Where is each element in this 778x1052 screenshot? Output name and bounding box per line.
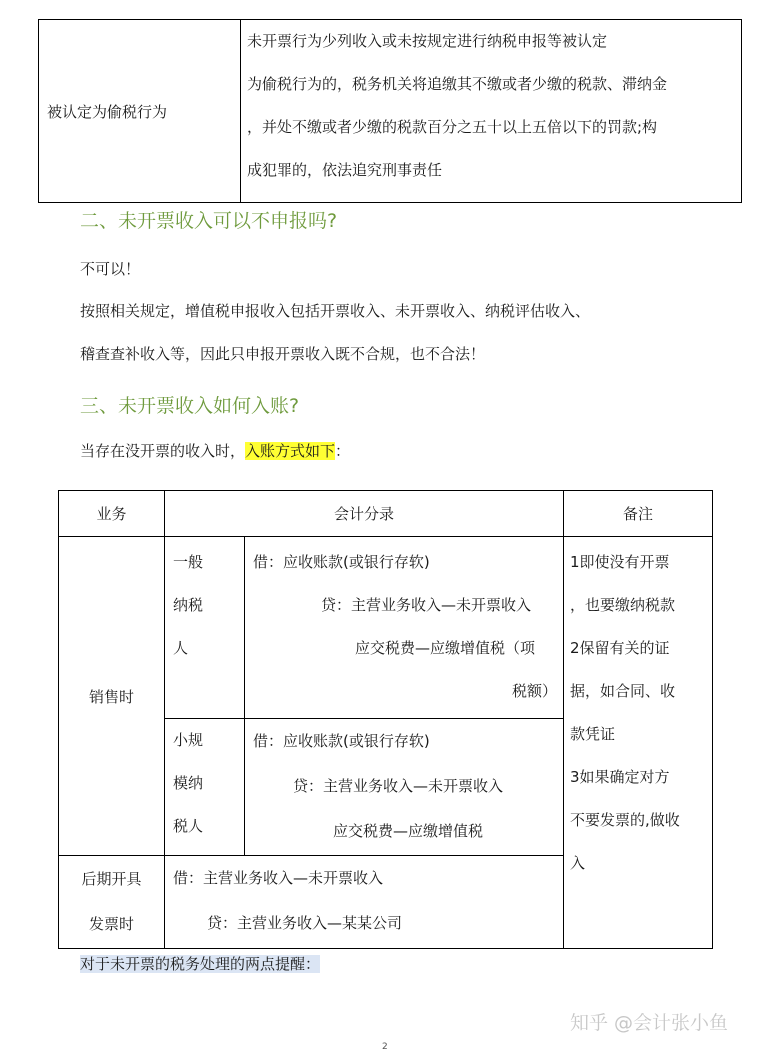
section2-answer: 不可以！ <box>80 260 141 278</box>
entry-line: 应交税费—应缴增值税（项 <box>355 639 536 657</box>
entry-line: 借：主营业务收入—未开票收入 <box>173 869 384 887</box>
entry-line: 借：应收账款(或银行存软) <box>253 732 430 750</box>
entry-line: 应交税费—应缴增值税 <box>333 822 484 840</box>
note-line: 3如果确定对方 <box>570 768 670 786</box>
note-line: ，也要缴纳税款 <box>570 596 676 614</box>
section3-heading: 三、未开票收入如何入账? <box>80 395 300 417</box>
intro-text: 当存在没开票的收入时， <box>80 442 246 460</box>
entry-line: 贷：主营业务收入—未开票收入 <box>321 596 532 614</box>
penalty-description <box>241 20 742 203</box>
entry-table <box>58 490 713 949</box>
reminder-highlight: 对于未开票的税务处理的两点提醒： <box>80 955 321 973</box>
page-number: 2 <box>382 1042 388 1052</box>
entry-line: 税额） <box>511 682 557 700</box>
entry-line: 借：应收账款(或银行存软) <box>253 553 430 571</box>
notes-cell <box>564 537 713 949</box>
header-entry: 会计分录 <box>165 491 564 537</box>
type-line: 模纳 <box>173 774 204 792</box>
reminder-text <box>80 953 320 974</box>
zhihu-watermark: 知乎 @会计张小鱼 <box>570 1012 729 1034</box>
header-business: 业务 <box>59 491 165 537</box>
penalty-table <box>38 19 742 203</box>
later-invoice-label <box>59 856 165 949</box>
entry-line: 贷：主营业务收入—未开票收入 <box>293 777 504 795</box>
section2-paragraph-1: 按照相关规定，增值税申报收入包括开票收入、未开票收入、纳税评估收入、 <box>80 302 591 320</box>
general-taxpayer-type <box>165 537 245 719</box>
small-entry <box>245 719 564 856</box>
note-line: 不要发票的,做收 <box>570 811 680 829</box>
note-line: 入 <box>570 854 586 872</box>
type-line: 人 <box>173 639 189 657</box>
small-taxpayer-type <box>165 719 245 856</box>
note-line: 款凭证 <box>570 725 616 743</box>
section2-paragraph-2: 稽查查补收入等，因此只申报开票收入既不合规，也不合法！ <box>80 345 486 363</box>
penalty-line: ，并处不缴或者少缴的税款百分之五十以上五倍以下的罚款;构 <box>247 118 658 136</box>
entry-line: 贷：主营业务收入—某某公司 <box>207 914 403 932</box>
intro-colon: ： <box>335 442 351 460</box>
penalty-line: 为偷税行为的，税务机关将追缴其不缴或者少缴的税款、滞纳金 <box>247 75 668 93</box>
type-line: 税人 <box>173 817 204 835</box>
general-entry <box>245 537 564 719</box>
type-line: 小规 <box>173 731 204 749</box>
type-line: 纳税 <box>173 596 204 614</box>
section3-intro <box>80 440 350 461</box>
penalty-label: 被认定为偷税行为 <box>39 20 241 203</box>
later-entry <box>165 856 564 949</box>
later-label-line: 后期开具 <box>81 870 142 888</box>
intro-highlight: 入账方式如下 <box>245 442 336 460</box>
section2-heading: 二、未开票收入可以不申报吗? <box>80 210 338 232</box>
penalty-line: 未开票行为少列收入或未按规定进行纳税申报等被认定 <box>247 32 608 50</box>
note-line: 1即使没有开票 <box>570 553 670 571</box>
sale-label: 销售时 <box>59 537 165 856</box>
note-line: 据，如合同、收 <box>570 682 676 700</box>
later-label-line: 发票时 <box>88 915 134 933</box>
penalty-line: 成犯罪的，依法追究刑事责任 <box>247 161 443 179</box>
header-notes: 备注 <box>564 491 713 537</box>
type-line: 一般 <box>173 553 204 571</box>
note-line: 2保留有关的证 <box>570 639 670 657</box>
